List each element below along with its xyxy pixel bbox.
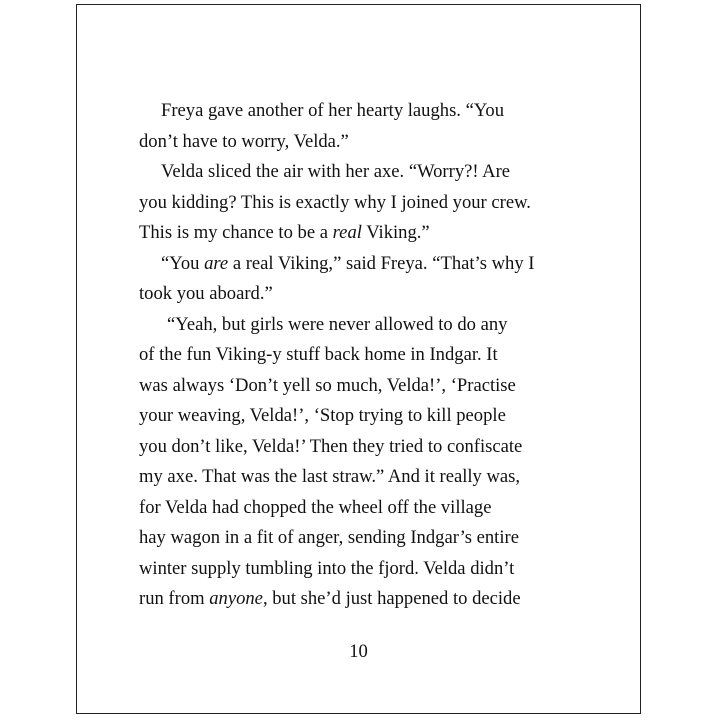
text-run: , but she’d just happened to decide bbox=[262, 588, 521, 609]
text-line: my axe. That was the last straw.” And it really was, bbox=[139, 466, 521, 487]
text-line: took you aboard.” bbox=[139, 283, 273, 304]
text-line: hay wagon in a fit of anger, sending Indgar’s entire bbox=[139, 527, 519, 548]
body-text bbox=[139, 96, 579, 615]
text-line bbox=[139, 249, 579, 280]
text-run: “You bbox=[161, 252, 205, 274]
page-number: 10 bbox=[349, 641, 368, 662]
text-run: run from bbox=[139, 588, 210, 609]
text-line bbox=[139, 584, 579, 615]
text-line: don’t have to worry, Velda.” bbox=[139, 130, 349, 152]
italic-text: anyone bbox=[209, 588, 263, 609]
text-line: of the fun Viking-y stuff back home in Indgar. It bbox=[139, 344, 498, 365]
text-line: “Yeah, but girls were never allowed to do any bbox=[167, 313, 508, 335]
text-line: you don’t like, Velda!’ Then they tried to confiscate bbox=[139, 435, 523, 457]
text-line: your weaving, Velda!’, ‘Stop trying to kill people bbox=[139, 405, 506, 426]
text-run: This is my chance to be a bbox=[139, 222, 333, 243]
text-run: a real Viking,” said Freya. “That’s why I bbox=[228, 252, 535, 274]
text-line: you kidding? This is exactly why I joined your crew. bbox=[139, 191, 531, 213]
italic-text: real bbox=[332, 222, 362, 243]
text-line: Freya gave another of her hearty laughs. “You bbox=[161, 100, 505, 121]
text-line: winter supply tumbling into the fjord. Velda didn’t bbox=[139, 557, 515, 579]
text-run: Viking.” bbox=[361, 222, 430, 243]
text-line: was always ‘Don’t yell so much, Velda!’, ‘Practise bbox=[139, 374, 516, 396]
book-page bbox=[76, 4, 641, 714]
text-line bbox=[139, 218, 579, 249]
text-line: Velda sliced the air with her axe. “Worry?! Are bbox=[161, 161, 511, 182]
text-line: for Velda had chopped the wheel off the village bbox=[139, 496, 492, 518]
italic-text: are bbox=[204, 252, 229, 274]
